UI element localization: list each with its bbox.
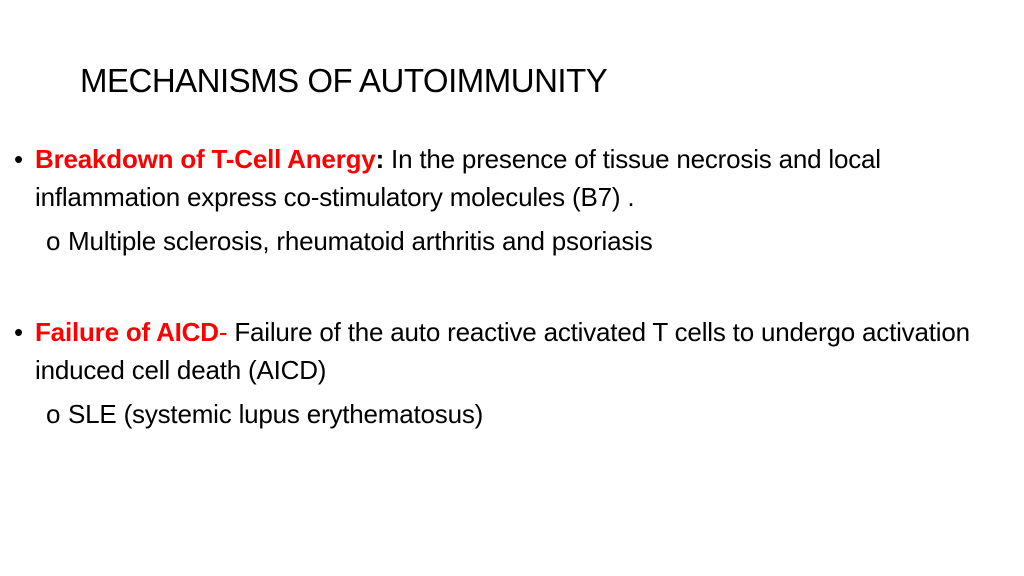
bullet-heading: Breakdown of T-Cell Anergy: [35, 144, 376, 174]
sub-bullet-icon: o: [46, 399, 61, 429]
sub-bullet-text: Multiple sclerosis, rheumatoid arthritis and psoriasis: [68, 226, 653, 256]
bullet-separator: :: [375, 144, 385, 174]
slide-title: MECHANISMS OF AUTOIMMUNITY: [80, 62, 608, 99]
bullet-separator: -: [218, 317, 228, 347]
bullet-body: Failure of the auto reactive activated T cells to undergo activation induced cell death (AICD): [35, 317, 970, 385]
sub-bullet-item: [14, 395, 1014, 433]
sub-bullet-item: [14, 222, 1014, 260]
sub-bullet-text: SLE (systemic lupus erythematosus): [68, 399, 484, 429]
bullet-icon: •: [14, 144, 23, 174]
bullet-icon: •: [14, 317, 23, 347]
bullet-body: In the presence of tissue necrosis and local inflammation express co-stimulatory molecules (B7) .: [35, 144, 881, 212]
sub-bullet-icon: o: [46, 226, 61, 256]
bullet-item-failure-of-aicd: [14, 313, 1014, 433]
bullet-heading: Failure of AICD: [35, 317, 219, 347]
bullet-item-t-cell-anergy: [14, 140, 1014, 260]
